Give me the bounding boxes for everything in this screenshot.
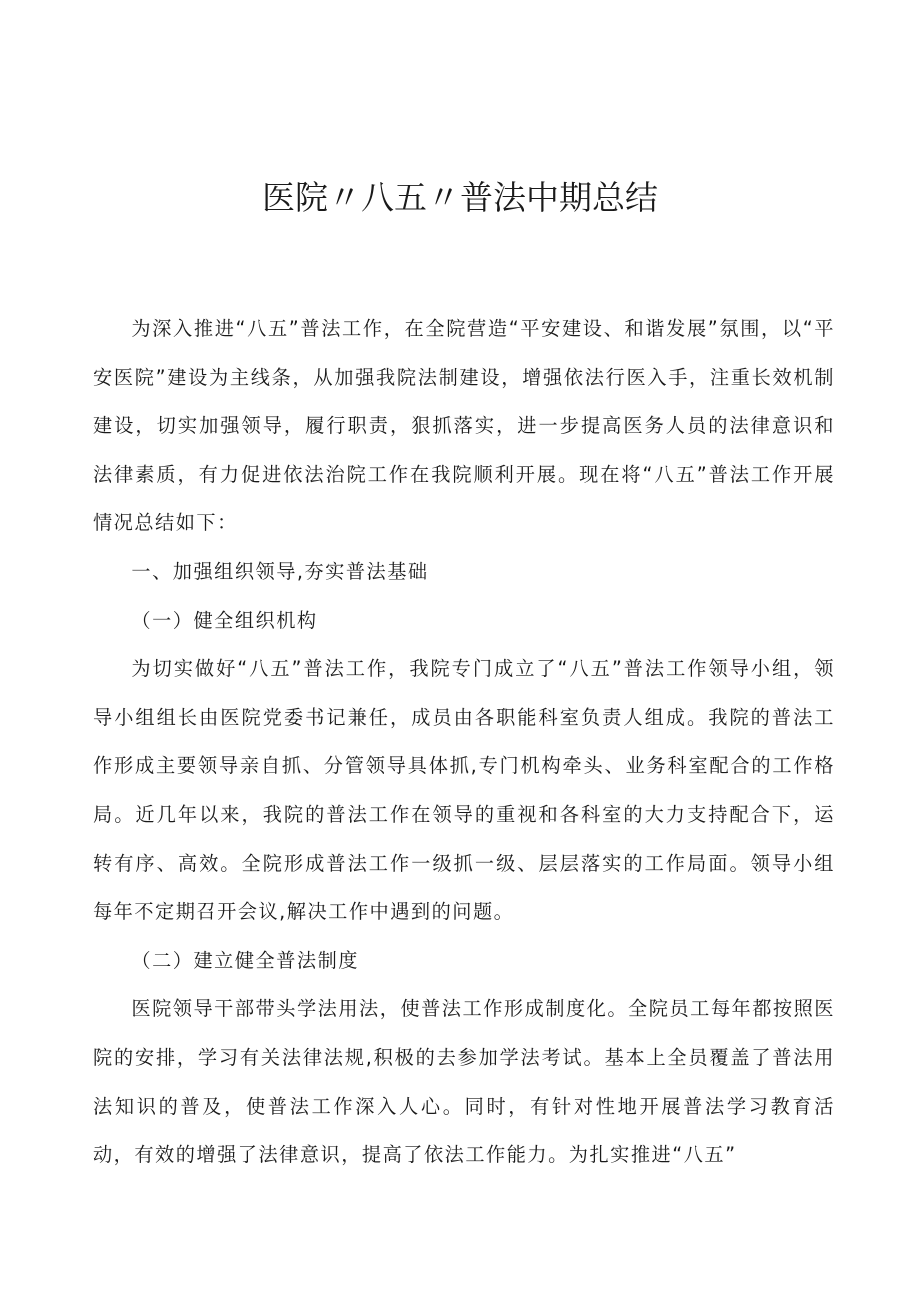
subsection-2-paragraph: 医院领导干部带头学法用法，使普法工作形成制度化。全院员工每年都按照医院的安排，学习有关法律法规,积极的去参加学法考试。基本上全员覆盖了普法用法知识的普及，使普法工作深入人心。同时，有针对性地开展普法学习教育活动，有效的增强了法律意识，提高了依法工作能力。为扎实推进“八五” (93, 997, 835, 1167)
subsection-heading-2: （二）建立健全普法制度 (131, 948, 359, 972)
subsection-1-paragraph: 为切实做好“八五”普法工作，我院专门成立了“八五”普法工作领导小组，领导小组组长由医院党委书记兼任，成员由各职能科室负责人组成。我院的普法工作形成主要领导亲自抓、分管领导具体抓,专门机构牵头、业务科室配合的工作格局。近几年以来，我院的普法工作在领导的重视和各科室的大力支持配合下，运转有序、高效。全院形成普法工作一级抓一级、层层落实的工作局面。领导小组每年不定期召开会议,解决工作中遇到的问题。 (93, 657, 835, 924)
document-body (93, 305, 835, 1180)
subsection-heading-1: （一）健全组织机构 (131, 608, 318, 632)
document-title: 医院〃八五〃普法中期总结 (262, 178, 658, 217)
intro-paragraph: 为深入推进“八五”普法工作，在全院营造“平安建设、和谐发展”氛围，以“平安医院”建设为主线条，从加强我院法制建设，增强依法行医入手，注重长效机制建设，切实加强领导，履行职责，狠抓落实，进一步提高医务人员的法律意识和法律素质，有力促进依法治院工作在我院顺利开展。现在将“八五”普法工作开展情况总结如下： (93, 317, 835, 535)
section-heading-1: 一、加强组织领导,夯实普法基础 (131, 559, 429, 583)
